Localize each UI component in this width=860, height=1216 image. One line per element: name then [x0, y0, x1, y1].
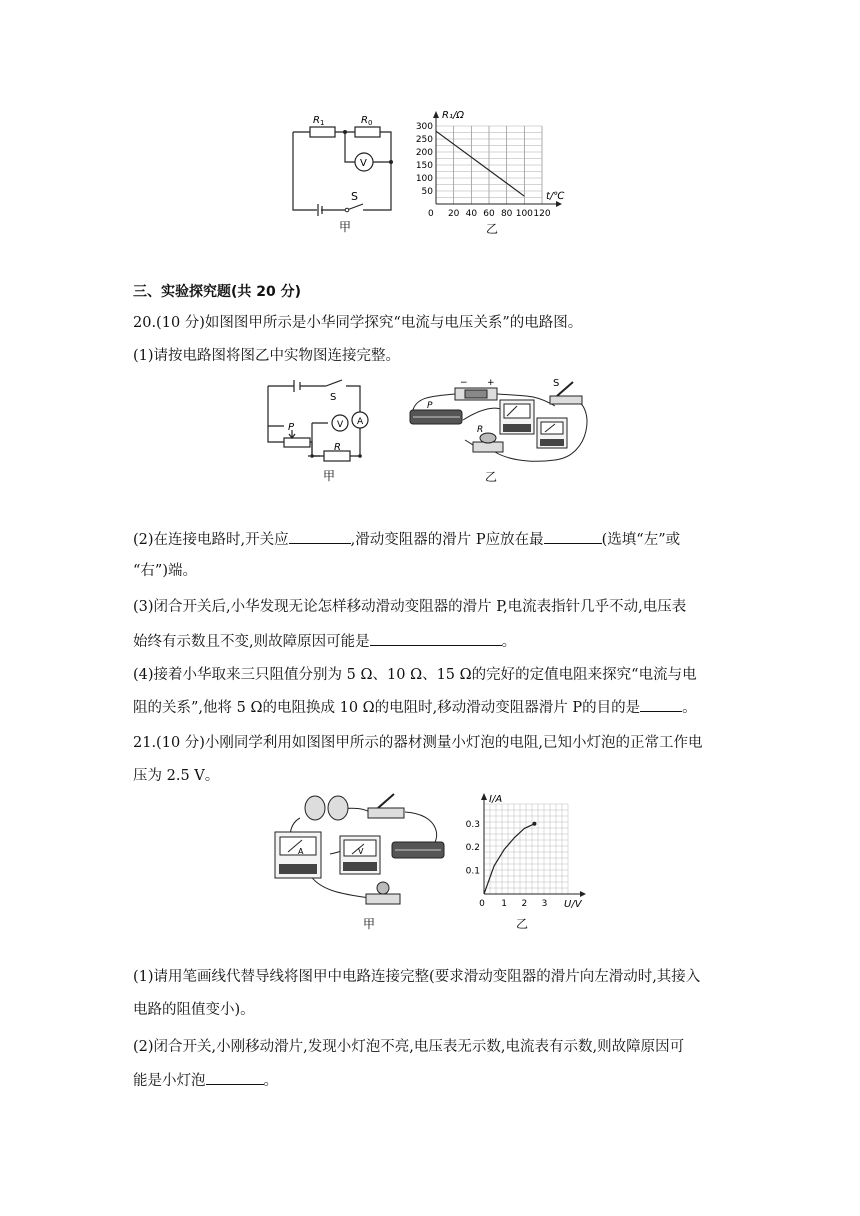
data-line	[436, 131, 524, 196]
y-tick-label: 150	[415, 161, 433, 171]
ammeter-label: A	[357, 417, 364, 427]
y-tick-label: 200	[415, 148, 433, 158]
x-tick-label: 3	[541, 899, 548, 909]
y-axis-label: R₁/Ω	[442, 110, 464, 121]
real-switch-label: S	[553, 378, 560, 389]
q20-p2-c: (选填“左”或	[601, 532, 681, 548]
q21-p2-b: 能是小灯泡	[133, 1073, 206, 1089]
q20-p3-c: 。	[501, 634, 517, 650]
x-tick-label: 0	[428, 209, 434, 219]
y-tick-label: 100	[415, 174, 433, 184]
y-tick-label: 0.2	[465, 843, 480, 854]
q20-part3-line2	[133, 631, 516, 652]
ammeter-label: A	[298, 847, 304, 856]
q20-blank-purpose[interactable]	[640, 697, 682, 712]
q21-intro-line1: 21.(10 分)小刚同学利用如图图甲所示的器材测量小灯泡的电阻,已知小灯泡的正常工作电	[133, 735, 703, 751]
fig19-resistance-temperature-chart	[410, 108, 575, 220]
x-tick-label: 100	[515, 209, 533, 219]
q21-part1-line1: (1)请用笔画线代替导线将图甲中电路连接完整(要求滑动变阻器的滑片向左滑动时,其接入	[133, 969, 701, 985]
real-slider-label: P	[427, 401, 433, 411]
q20-p4-c: 。	[682, 700, 697, 716]
r0-sub: 0	[368, 119, 373, 127]
data-curve	[484, 824, 534, 894]
q20-caption-jia: 甲	[323, 469, 336, 483]
x-axis-label: t/℃	[546, 191, 565, 202]
x-tick-label: 60	[483, 209, 495, 219]
voltmeter-label: V	[358, 847, 364, 856]
q20-part3-line1: (3)闭合开关后,小华发现无论怎样移动滑动变阻器的滑片 P,电流表指针几乎不动,电压表	[133, 599, 687, 615]
fig19-caption-yi: 乙	[486, 222, 499, 236]
y-axis-arrow	[481, 793, 487, 800]
y-tick-label: 0.1	[465, 866, 480, 877]
y-axis-arrow	[433, 111, 439, 118]
q21-caption-jia: 甲	[363, 917, 376, 931]
q21-p2-c: 。	[263, 1073, 278, 1089]
q20-p2-a: (2)在连接电路时,开关应	[133, 532, 289, 548]
r1-sub: 1	[320, 119, 325, 127]
q21-current-voltage-chart	[460, 792, 595, 912]
q20-circuit-diagram	[262, 378, 374, 468]
q21-part1-line2: 电路的阻值变小)。	[133, 1002, 255, 1018]
resistor-label: R	[334, 442, 341, 453]
real-resistor-label: R	[477, 425, 484, 435]
x-tick-label: 80	[500, 209, 513, 219]
battery-minus: −	[460, 378, 468, 388]
q20-caption-yi: 乙	[485, 470, 498, 484]
fig19-circuit-diagram	[285, 110, 405, 220]
r0-label: R	[361, 115, 368, 126]
switch-label: S	[330, 392, 337, 403]
fig19-caption-jia: 甲	[339, 220, 352, 234]
q20-blank-end[interactable]	[544, 529, 602, 544]
section-title: 三、实验探究题(共 20 分)	[133, 284, 302, 300]
data-point	[532, 822, 536, 826]
q20-part2-line1	[133, 529, 680, 550]
y-tick-label: 50	[421, 187, 433, 197]
slider-label: P	[288, 422, 295, 433]
q20-part4-line1: (4)接着小华取来三只阻值分别为 5 Ω、10 Ω、15 Ω的完好的定值电阻来探究“电流与电	[133, 667, 697, 683]
q20-p2-b: ,滑动变阻器的滑片 P应放在最	[350, 532, 544, 548]
q21-intro-line2: 压为 2.5 V。	[133, 768, 220, 784]
q20-part1: (1)请按电路图将图乙中实物图连接完整。	[133, 348, 401, 364]
y-tick-label: 300	[415, 122, 433, 132]
q20-part2-line2: “右”)端。	[133, 563, 197, 579]
q20-blank-fault[interactable]	[370, 631, 502, 646]
r1-label: R	[313, 115, 320, 126]
q21-physical-circuit	[270, 790, 450, 910]
voltmeter-label: V	[360, 158, 367, 169]
x-tick-label: 1	[501, 899, 508, 909]
q20-part4-line2	[133, 697, 697, 718]
battery-plus: +	[487, 378, 495, 388]
y-tick-label: 0.3	[465, 819, 480, 830]
q20-intro: 20.(10 分)如图图甲所示是小华同学探究“电流与电压关系”的电路图。	[133, 315, 583, 331]
x-tick-label: 120	[533, 209, 551, 219]
q21-part2-line1: (2)闭合开关,小刚移动滑片,发现小灯泡不亮,电压表无示数,电流表有示数,则故障原因可	[133, 1039, 685, 1055]
q21-part2-line2	[133, 1070, 278, 1091]
q20-physical-circuit	[405, 376, 595, 466]
voltmeter-label: V	[337, 420, 344, 430]
q20-p4-b: 阻的关系”,他将 5 Ω的电阻换成 10 Ω的电阻时,移动滑动变阻器滑片 P的目的是	[133, 700, 641, 716]
x-axis-arrow	[580, 891, 586, 897]
q20-blank-switch[interactable]	[289, 529, 351, 544]
switch-label: S	[351, 190, 358, 203]
x-axis-label: U/V	[564, 899, 582, 910]
q20-p3-b: 始终有示数且不变,则故障原因可能是	[133, 634, 370, 650]
q21-blank-fault[interactable]	[206, 1070, 264, 1085]
x-tick-label: 40	[465, 209, 478, 219]
x-tick-label: 20	[447, 209, 460, 219]
y-axis-label: I/A	[489, 794, 503, 805]
x-tick-label: 0	[479, 899, 485, 909]
x-tick-label: 2	[521, 899, 528, 909]
y-tick-label: 250	[415, 135, 433, 145]
q21-caption-yi: 乙	[516, 917, 529, 931]
